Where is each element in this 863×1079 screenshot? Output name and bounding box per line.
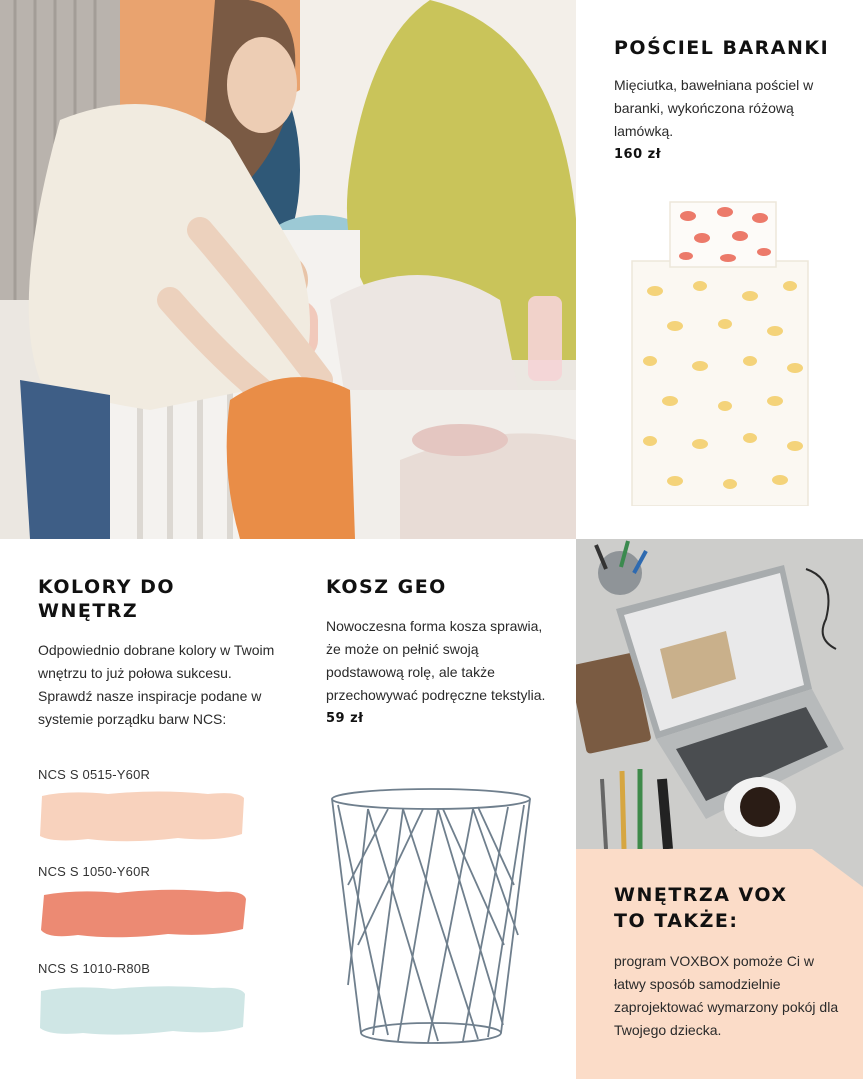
- swatch-label-3: NCS S 1010-R80B: [38, 961, 151, 976]
- vox-title-line2: TO TAKŻE:: [614, 910, 739, 932]
- vox-title-line1: WNĘTRZA VOX: [614, 884, 788, 906]
- bedding-title: POŚCIEL BARANKI: [614, 37, 830, 59]
- basket-description: Nowoczesna forma kosza sprawia, że może on pełnić swoją podstawową rolę, ale także przechowywać podręczne tekstylia.: [326, 618, 546, 703]
- colors-title: KOLORY DO WNĘTRZ: [38, 576, 175, 622]
- basket-product: [326, 575, 556, 729]
- basket-title: KOSZ GEO: [326, 576, 447, 598]
- bedding-image: [630, 196, 810, 506]
- paint-swatch-1: [38, 788, 248, 844]
- paint-swatch-3: [38, 982, 248, 1038]
- swatch-label-1: NCS S 0515-Y60R: [38, 767, 151, 782]
- swatch-label-2: NCS S 1050-Y60R: [38, 864, 151, 879]
- basket-image: [328, 785, 534, 1047]
- vox-description: program VOXBOX pomoże Ci w łatwy sposób samodzielnie zaprojektować wymarzony pokój dla Twojego dziecka.: [614, 953, 839, 1038]
- bedding-price: 160 zł: [614, 147, 662, 162]
- vox-section: [614, 882, 839, 1042]
- bedding-product: [614, 36, 844, 165]
- paint-swatch-2: [38, 885, 248, 941]
- basket-price: 59 zł: [326, 711, 364, 726]
- colors-section: [38, 575, 278, 1038]
- vox-title: [614, 882, 839, 934]
- bedding-illustration: [630, 196, 810, 506]
- hero-photo-illustration: [0, 0, 576, 539]
- bedding-description: Mięciutka, bawełniana pościel w baranki, wykończona różową lamówką.: [614, 77, 814, 139]
- colors-description: Odpowiednio dobrane kolory w Twoim wnętrzu to już połowa sukcesu. Sprawdź nasze inspiracje podane w systemie porządku barw NCS:: [38, 642, 275, 727]
- hero-photo: [0, 0, 576, 539]
- wire-basket-illustration: [328, 785, 534, 1047]
